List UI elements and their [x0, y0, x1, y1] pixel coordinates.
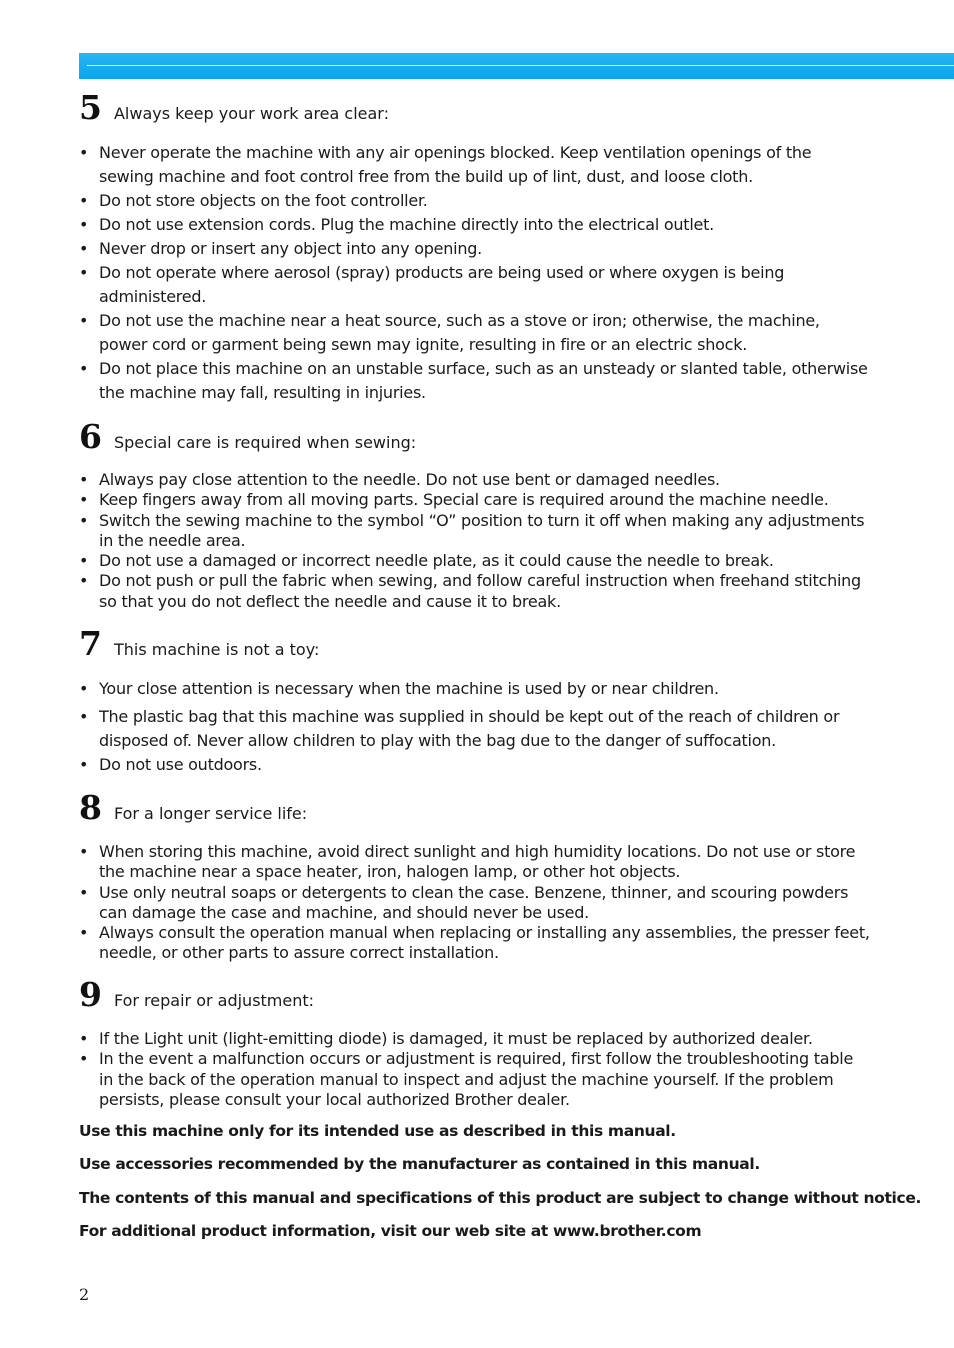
list-item: • In the event a malfunction occurs or adjustment is required, first follow the troubleshooting table in the back of the operation manual to inspect and adjust the machine yourself. If the problem persists, please consult your local authorized Brother dealer. [79, 1049, 879, 1110]
section-title: For a longer service life: [113, 804, 308, 823]
section-7-heading [79, 624, 319, 663]
section-9-list [79, 1029, 879, 1110]
section-6-heading [79, 417, 416, 456]
list-item: • Use only neutral soaps or detergents to clean the case. Benzene, thinner, and scouring powders can damage the case and machine, and should never be used. [79, 883, 879, 924]
section-9-heading [79, 975, 314, 1014]
section-5-list [79, 141, 879, 405]
list-item: • The plastic bag that this machine was supplied in should be kept out of the reach of children or disposed of. Never allow children to play with the bag due to the danger of suffocation. [79, 705, 879, 753]
section-title: Always keep your work area clear: [113, 104, 389, 123]
list-item: • Switch the sewing machine to the symbol “O” position to turn it off when making any adjustments in the needle area. [79, 511, 879, 552]
section-number: 7 [79, 624, 102, 663]
list-item: • Do not store objects on the foot controller. [79, 189, 879, 213]
section-title: For repair or adjustment: [113, 991, 315, 1010]
list-item: • Never operate the machine with any air openings blocked. Keep ventilation openings of the sewing machine and foot control free from the build up of lint, dust, and loose cloth. [79, 141, 879, 189]
list-item: • Do not place this machine on an unstable surface, such as an unsteady or slanted table, otherwise the machine may fall, resulting in injuries. [79, 357, 879, 405]
notice-intended-use: Use this machine only for its intended use as described in this manual. [79, 1122, 676, 1140]
section-7-list [79, 677, 879, 777]
notice-website: For additional product information, visit our web site at www.brother.com [79, 1222, 702, 1240]
list-item: • Do not push or pull the fabric when sewing, and follow careful instruction when freehand stitching so that you do not deflect the needle and cause it to break. [79, 571, 879, 612]
page-number: 2 [79, 1285, 90, 1304]
section-number: 6 [79, 417, 102, 456]
list-item: • Keep fingers away from all moving parts. Special care is required around the machine needle. [79, 490, 879, 510]
section-6-list [79, 470, 879, 612]
notice-accessories: Use accessories recommended by the manufacturer as contained in this manual. [79, 1155, 760, 1173]
list-item: • Do not use extension cords. Plug the machine directly into the electrical outlet. [79, 213, 879, 237]
list-item: • Your close attention is necessary when the machine is used by or near children. [79, 677, 879, 701]
list-item: • Do not operate where aerosol (spray) products are being used or where oxygen is being administered. [79, 261, 879, 309]
section-8-heading [79, 788, 307, 827]
list-item: • If the Light unit (light-emitting diode) is damaged, it must be replaced by authorized dealer. [79, 1029, 879, 1049]
header-bar [79, 53, 954, 79]
section-number: 8 [79, 788, 102, 827]
section-5-heading [79, 88, 389, 127]
list-item: • When storing this machine, avoid direct sunlight and high humidity locations. Do not use or store the machine near a space heater, iron, halogen lamp, or other hot objects. [79, 842, 879, 883]
section-title: Special care is required when sewing: [113, 433, 417, 452]
list-item: • Do not use outdoors. [79, 753, 879, 777]
list-item: • Always pay close attention to the needle. Do not use bent or damaged needles. [79, 470, 879, 490]
list-item: • Always consult the operation manual when replacing or installing any assemblies, the presser feet, needle, or other parts to assure correct installation. [79, 923, 879, 964]
section-number: 5 [79, 88, 102, 127]
list-item: • Do not use the machine near a heat source, such as a stove or iron; otherwise, the machine, power cord or garment being sewn may ignite, resulting in fire or an electric shock. [79, 309, 879, 357]
section-number: 9 [79, 975, 102, 1014]
notice-specifications: The contents of this manual and specifications of this product are subject to change without notice. [79, 1189, 922, 1207]
header-rule [87, 65, 954, 66]
section-8-list [79, 842, 879, 964]
section-title: This machine is not a toy: [113, 640, 320, 659]
list-item: • Do not use a damaged or incorrect needle plate, as it could cause the needle to break. [79, 551, 879, 571]
list-item: • Never drop or insert any object into any opening. [79, 237, 879, 261]
